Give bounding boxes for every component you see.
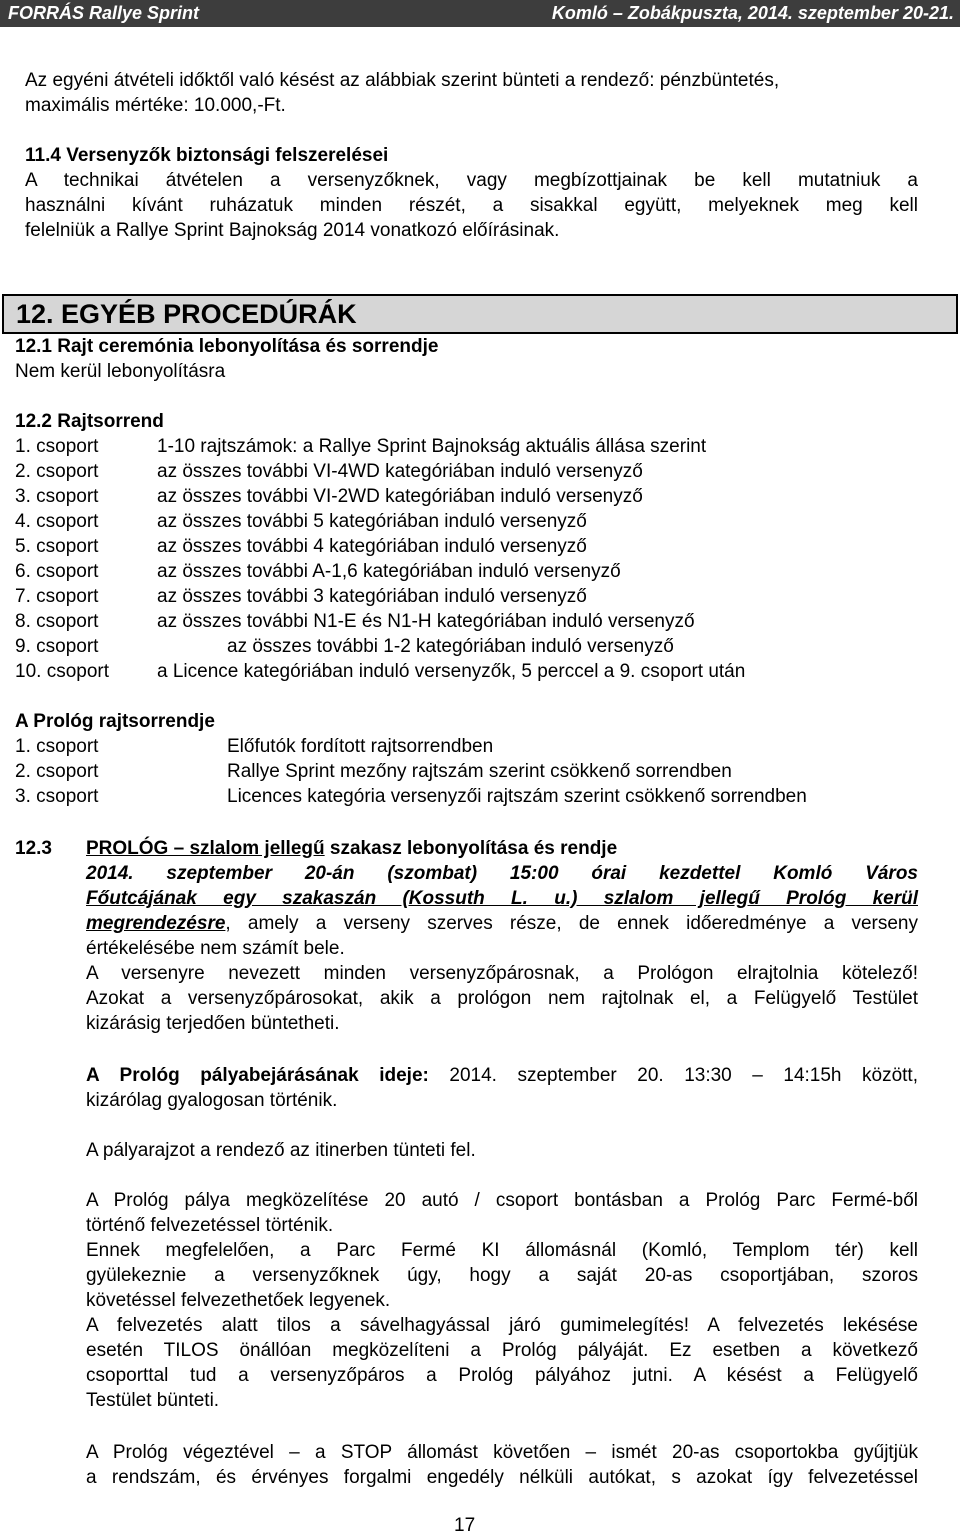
prolog-walk-rest: 2014. szeptember 20. 13:30 – 14:15h között, — [428, 1065, 918, 1086]
group-description: az összes további VI-4WD kategóriában induló versenyző — [157, 461, 643, 482]
prolog-text-line: Azokat a versenyzőpárosokat, akik a prológon nem rajtolnak el, a Felügyelő Testület — [86, 988, 918, 1009]
group-description: az összes további 5 kategóriában induló versenyző — [157, 511, 587, 532]
group-number: 2. csoport — [15, 761, 99, 782]
group-number: 10. csoport — [15, 661, 109, 682]
group-number: 5. csoport — [15, 536, 99, 557]
group-number: 3. csoport — [15, 786, 99, 807]
section-12-1-title: 12.1 Rajt ceremónia lebonyolítása és sorrendje — [15, 336, 439, 357]
prolog-end-line: A Prológ végeztével – a STOP állomást követően – ismét 20-as csoportokba gyűjtjük — [86, 1442, 918, 1463]
group-description: az összes további A-1,6 kategóriában induló versenyző — [157, 561, 621, 582]
prolog-order-title: A Prológ rajtsorrendje — [15, 711, 215, 732]
section-11-4-line-2: használni kívánt ruházatuk minden részét, a sisakkal együtt, melyeknek meg kell — [25, 195, 918, 216]
prolog-organize-rest: , amely a verseny szerves része, de ennek időeredménye a verseny — [225, 913, 918, 934]
prolog-text-line: kizárásig terjedően büntetheti. — [86, 1013, 340, 1034]
group-description: Licences kategória versenyzői rajtszám szerint csökkenő sorrendben — [227, 786, 807, 807]
group-description: 1-10 rajtszámok: a Rallye Sprint Bajnokság aktuális állása szerint — [157, 436, 707, 457]
prolog-walk-line-2: kizárólag gyalogosan történik. — [86, 1090, 338, 1111]
page-header — [0, 0, 960, 27]
section-11-4-title: 11.4 Versenyzők biztonsági felszerelései — [25, 145, 389, 166]
group-description: a Licence kategóriában induló versenyzők, 5 perccel a 9. csoport után — [157, 661, 746, 682]
section-12-3-title-underlined: PROLÓG – szlalom jellegű — [86, 838, 325, 859]
prolog-paragraph-line: történő felvezetéssel történik. — [86, 1215, 334, 1236]
section-12-3-number: 12.3 — [15, 838, 52, 859]
group-description: Előfutók fordított rajtsorrendben — [227, 736, 494, 757]
group-number: 4. csoport — [15, 511, 99, 532]
section-12-2-title: 12.2 Rajtsorrend — [15, 411, 164, 432]
group-number: 8. csoport — [15, 611, 99, 632]
group-description: az összes további N1-E és N1-H kategóriában induló versenyző — [157, 611, 695, 632]
section-11-4-line-3: felelniük a Rallye Sprint Bajnokság 2014 vonatkozó előírásinak. — [25, 220, 560, 241]
prolog-paragraph-line: A Prológ pálya megközelítése 20 autó / csoport bontásban a Prológ Parc Fermé-ből — [86, 1190, 918, 1211]
section-12-title: 12. EGYÉB PROCEDÚRÁK — [16, 299, 357, 329]
section-12-3-title — [86, 836, 617, 861]
section-12-3-title-rest: szakasz lebonyolítása és rendje — [324, 838, 618, 859]
prolog-location-line: Főutcájának egy szakaszán (Kossuth L. u.) szlalom jellegű Prológ kerül — [86, 888, 918, 909]
prolog-map-line: A pályarajzot a rendező az itinerben tünteti fel. — [86, 1140, 476, 1161]
prolog-organize-line — [86, 911, 918, 936]
group-number: 6. csoport — [15, 561, 99, 582]
intro-line-1: Az egyéni átvételi időktől való késést az alábbiak szerint bünteti a rendező: pénzbüntetés, — [25, 70, 780, 91]
section-11-4-line-1: A technikai átvételen a versenyzőknek, vagy megbízottjainak be kell mutatniuk a — [25, 170, 918, 191]
group-description: Rallye Sprint mezőny rajtszám szerint csökkenő sorrendben — [227, 761, 732, 782]
prolog-date-line: 2014. szeptember 20-án (szombat) 15:00 órai kezdettel Komló Város — [86, 863, 918, 884]
prolog-paragraph-line: Testület bünteti. — [86, 1390, 220, 1411]
group-number: 3. csoport — [15, 486, 99, 507]
group-number: 1. csoport — [15, 436, 99, 457]
prolog-paragraph-line: gyülekeznie a versenyzőknek úgy, hogy a saját 20-as csoportjában, szoros — [86, 1265, 918, 1286]
prolog-walk-line — [86, 1063, 918, 1088]
group-number: 2. csoport — [15, 461, 99, 482]
prolog-organize-bold: megrendezésre — [86, 913, 226, 934]
prolog-paragraph-line: követéssel felvezethetőek legyenek. — [86, 1290, 391, 1311]
group-description: az összes további VI-2WD kategóriában induló versenyző — [157, 486, 643, 507]
prolog-text-line: A versenyre nevezett minden versenyzőpárosnak, a Prológon elrajtolnia kötelező! — [86, 963, 918, 984]
page-number: 17 — [454, 1515, 476, 1536]
prolog-walk-label: A Prológ pályabejárásának ideje: — [86, 1065, 429, 1086]
prolog-paragraph-line: csoporttal tud a versenyzőpáros a Prológ pályához jutni. A késést a Felügyelő — [86, 1365, 918, 1386]
intro-line-2: maximális mértéke: 10.000,-Ft. — [25, 95, 286, 116]
prolog-end-line: a rendszám, és érvényes forgalmi engedély nélküli autókat, s azokat így felvezetéssel — [86, 1467, 918, 1488]
prolog-paragraph-line: esetén TILOS önállóan megközelíteni a Prológ pályáját. Ez esetben a következő — [86, 1340, 918, 1361]
group-number: 7. csoport — [15, 586, 99, 607]
group-number: 9. csoport — [15, 636, 99, 657]
prolog-paragraph-line: Ennek megfelelően, a Parc Fermé KI állomásnál (Komló, Templom tér) kell — [86, 1240, 918, 1261]
section-12-heading-box — [2, 294, 958, 334]
header-right-title: Komló – Zobákpuszta, 2014. szeptember 20-21. — [551, 3, 954, 23]
group-description: az összes további 1-2 kategóriában induló versenyző — [227, 636, 674, 657]
group-description: az összes további 3 kategóriában induló versenyző — [157, 586, 587, 607]
group-number: 1. csoport — [15, 736, 99, 757]
prolog-text-line: értékelésébe nem számít bele. — [86, 938, 345, 959]
section-12-1-text: Nem kerül lebonyolításra — [15, 361, 226, 382]
header-left-title: FORRÁS Rallye Sprint — [8, 3, 200, 23]
group-description: az összes további 4 kategóriában induló versenyző — [157, 536, 587, 557]
prolog-paragraph-line: A felvezetés alatt tilos a sávelhagyással járó gumimelegítés! A felvezetés lekésése — [86, 1315, 918, 1336]
